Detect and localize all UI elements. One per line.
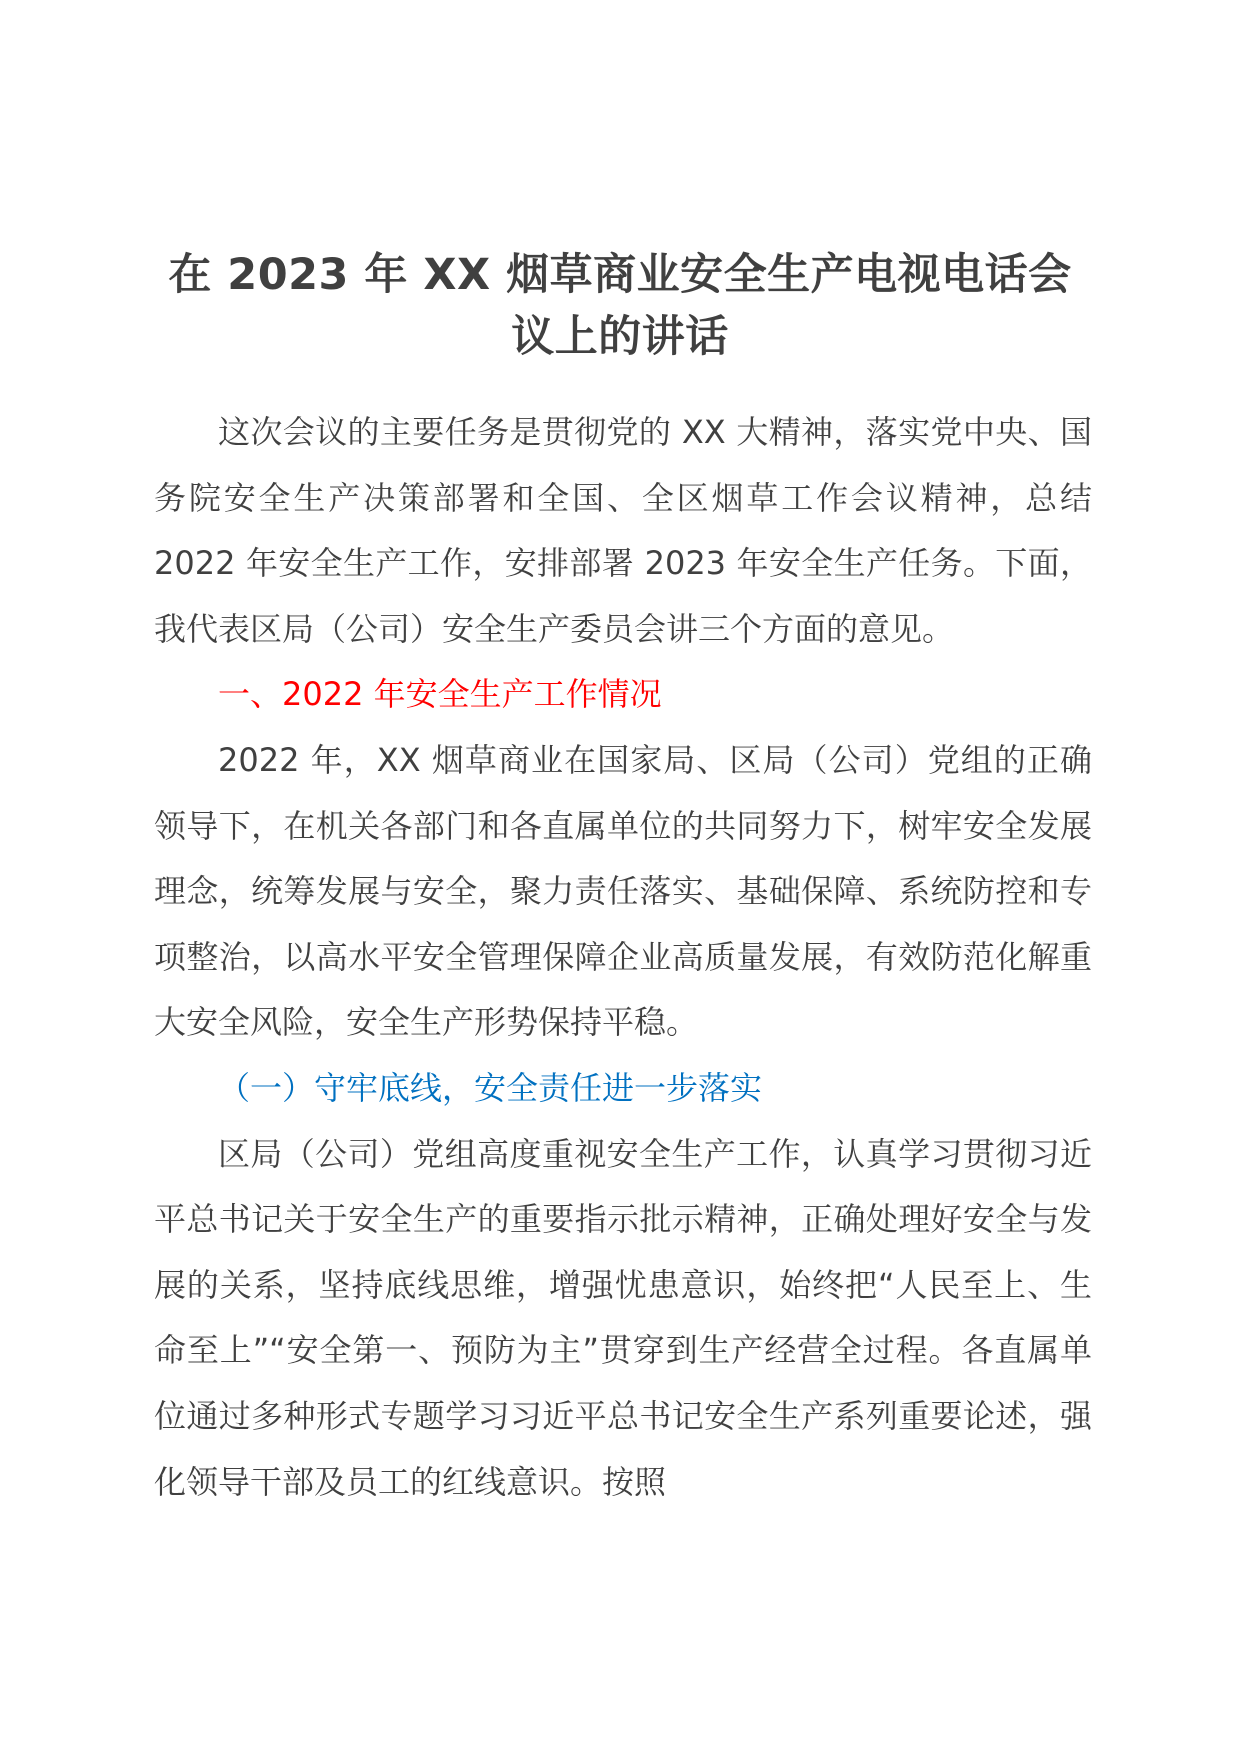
subsection-heading: （一）守牢底线，安全责任进一步落实 [218, 1068, 763, 1107]
intro-paragraph: 这次会议的主要任务是贯彻党的 XX 大精神，落实党中央、国务院安全生产决策部署和全国、全区烟草工作会议精神，总结 2022 年安全生产工作，安排部署 2023 年安全生产任务。下面，我代表区局（公司）安全生产委员会讲三个方面的意见。 [154, 413, 1092, 648]
document-body [154, 400, 1092, 1515]
subsection-paragraph: 区局（公司）党组高度重视安全生产工作，认真学习贯彻习近平总书记关于安全生产的重要指示批示精神，正确处理好安全与发展的关系，坚持底线思维，增强忧患意识，始终把“人民至上、生命至上”“安全第一、预防为主”贯穿到生产经营全过程。各直属单位通过多种形式专题学习习近平总书记安全生产系列重要论述，强化领导干部及员工的红线意识。按照 [154, 1134, 1092, 1501]
document-title: 在 2023 年 XX 烟草商业安全生产电视电话会议上的讲话 [168, 250, 1072, 362]
section-heading: 一、2022 年安全生产工作情况 [218, 675, 662, 714]
section-paragraph: 2022 年，XX 烟草商业在国家局、区局（公司）党组的正确领导下，在机关各部门和各直属单位的共同努力下，树牢安全发展理念，统筹发展与安全，聚力责任落实、基础保障、系统防控和专项整治，以高水平安全管理保障企业高质量发展，有效防范化解重大安全风险，安全生产形势保持平稳。 [154, 740, 1092, 1042]
